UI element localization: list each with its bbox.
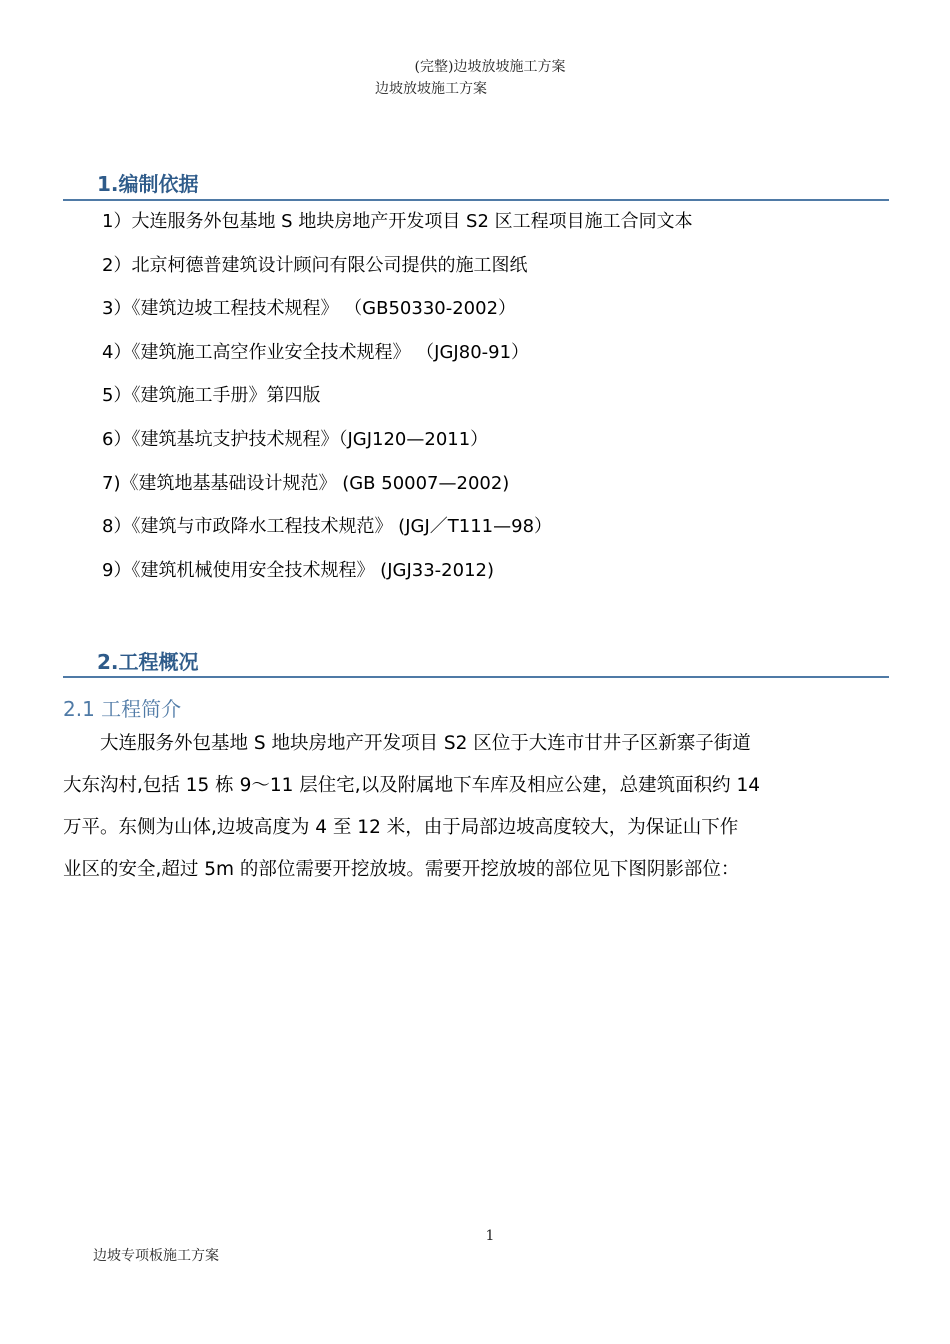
reference-item-8: 8）《建筑与市政降水工程技术规范》 (JGJ／T111—98）	[102, 516, 553, 537]
reference-item-1: 1）大连服务外包基地 S 地块房地产开发项目 S2 区工程项目施工合同文本	[102, 211, 693, 232]
page-header: 边坡放坡施工方案	[375, 81, 487, 97]
page-number: 1	[485, 1228, 495, 1244]
section-2-1-heading: 2.1 工程简介	[63, 697, 182, 721]
page-footer: 边坡专项板施工方案	[93, 1248, 219, 1264]
paragraph-line: 万平。东侧为山体,边坡高度为 4 至 12 米，由于局部边坡高度较大，为保证山下作	[63, 817, 739, 838]
section-1-heading: 1.编制依据	[97, 172, 199, 196]
reference-item-7: 7)《建筑地基基础设计规范》 (GB 50007—2002)	[102, 473, 510, 494]
document-title: (完整)边坡放坡施工方案	[414, 59, 566, 75]
paragraph-line: 大东沟村,包括 15 栋 9～11 层住宅,以及附属地下车库及相应公建，总建筑面积约 14	[63, 775, 761, 796]
section-2-rule	[63, 676, 889, 678]
reference-item-9: 9）《建筑机械使用安全技术规程》 (JGJ33-2012)	[102, 560, 494, 581]
reference-item-5: 5）《建筑施工手册》第四版	[102, 385, 321, 406]
reference-item-2: 2）北京柯德普建筑设计顾问有限公司提供的施工图纸	[102, 255, 528, 276]
reference-item-3: 3）《建筑边坡工程技术规程》 （GB50330-2002）	[102, 298, 517, 319]
section-2-heading: 2.工程概况	[97, 650, 199, 674]
paragraph-line: 大连服务外包基地 S 地块房地产开发项目 S2 区位于大连市甘井子区新寨子街道	[63, 733, 751, 754]
section-1-rule	[63, 199, 889, 201]
project-overview-paragraph	[63, 723, 889, 891]
paragraph-line: 业区的安全,超过 5m 的部位需要开挖放坡。需要开挖放坡的部位见下图阴影部位：	[63, 859, 740, 880]
reference-item-4: 4）《建筑施工高空作业安全技术规程》 （JGJ80-91）	[102, 342, 530, 363]
reference-item-6: 6）《建筑基坑支护技术规程》（JGJ120—2011）	[102, 429, 489, 450]
